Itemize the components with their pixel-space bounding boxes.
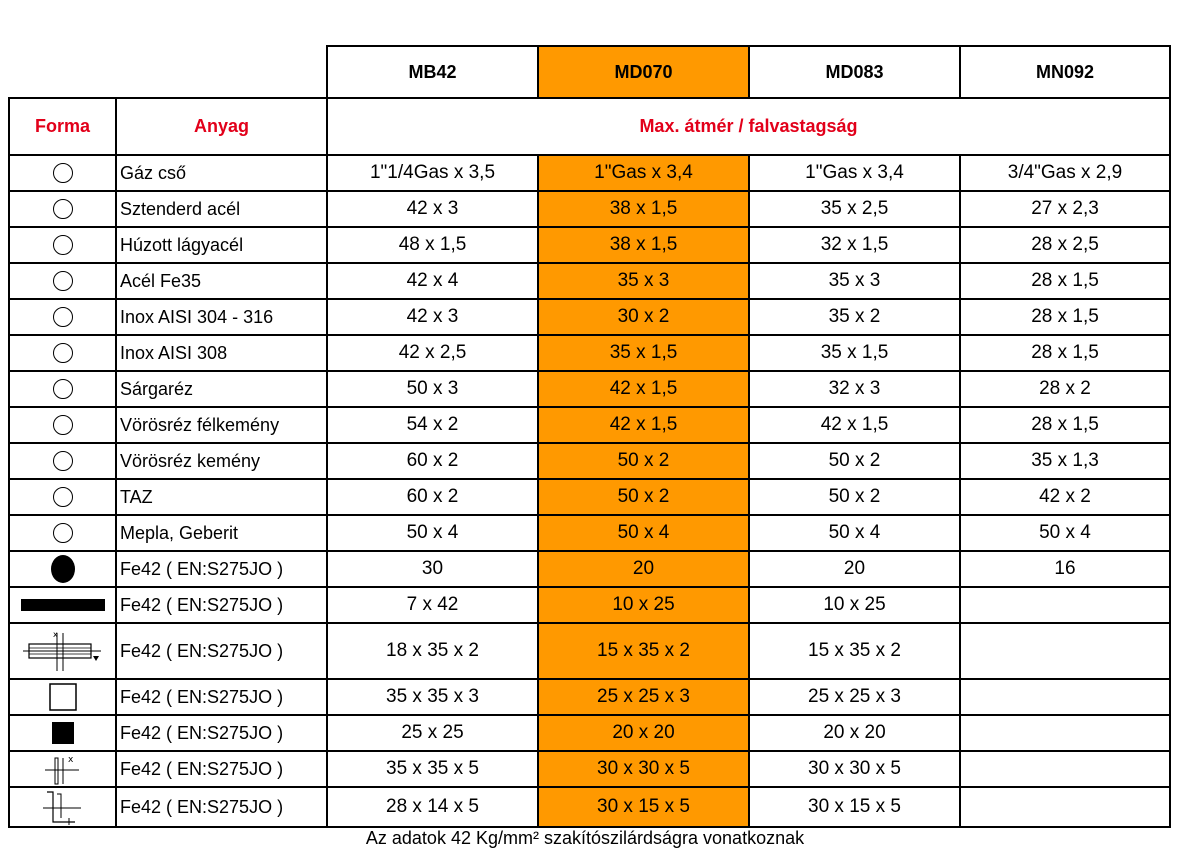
- value-cell-md083: 50 x 4: [749, 515, 960, 551]
- model-header-row: [9, 46, 1170, 98]
- footer-note: [0, 828, 1184, 849]
- flat-bar-icon: [10, 597, 115, 613]
- circle-outline-icon: [10, 343, 115, 363]
- material-cell: Húzott lágyacél: [116, 227, 327, 263]
- value-cell-mn092: [960, 679, 1170, 715]
- circle-outline-icon: [10, 523, 115, 543]
- value-cell-mb42: 42 x 2,5: [327, 335, 538, 371]
- table-row: [9, 679, 1170, 715]
- shape-cell: [9, 227, 116, 263]
- footer-text: Az adatok 42 Kg/mm² szakítószilárdságra vonatkoznak: [365, 828, 805, 848]
- value-cell-mb42: 1"1/4Gas x 3,5: [327, 155, 538, 191]
- value-cell-mb42: 54 x 2: [327, 407, 538, 443]
- material-cell: Fe42 ( EN:S275JO ): [116, 715, 327, 751]
- value-cell-mb42: 60 x 2: [327, 443, 538, 479]
- shape-cell: [9, 299, 116, 335]
- shape-cell: [9, 679, 116, 715]
- value-cell-md083: 20 x 20: [749, 715, 960, 751]
- value-cell-md083: 50 x 2: [749, 479, 960, 515]
- value-cell-md070: 50 x 2: [538, 443, 749, 479]
- value-cell-mb42: 25 x 25: [327, 715, 538, 751]
- capacity-table: [8, 45, 1171, 828]
- value-cell-md070: 30 x 2: [538, 299, 749, 335]
- value-cell-md070: 50 x 4: [538, 515, 749, 551]
- material-cell: Gáz cső: [116, 155, 327, 191]
- value-cell-md083: 32 x 1,5: [749, 227, 960, 263]
- shape-cell: [9, 335, 116, 371]
- table-row: [9, 587, 1170, 623]
- forma-header: Forma: [9, 98, 116, 155]
- shape-cell: [9, 751, 116, 787]
- value-cell-mb42: 28 x 14 x 5: [327, 787, 538, 827]
- table-row: [9, 715, 1170, 751]
- value-cell-md070: 20 x 20: [538, 715, 749, 751]
- column-header-row: [9, 98, 1170, 155]
- table-row: [9, 191, 1170, 227]
- table-row: [9, 371, 1170, 407]
- circle-outline-icon: [10, 451, 115, 471]
- material-cell: Fe42 ( EN:S275JO ): [116, 787, 327, 827]
- circle-outline-icon: [10, 235, 115, 255]
- value-cell-mn092: [960, 751, 1170, 787]
- table-row: [9, 751, 1170, 787]
- svg-text:x: x: [52, 630, 58, 639]
- value-cell-mn092: 28 x 1,5: [960, 407, 1170, 443]
- value-cell-mn092: 28 x 1,5: [960, 263, 1170, 299]
- value-cell-mn092: 42 x 2: [960, 479, 1170, 515]
- value-cell-md070: 20: [538, 551, 749, 587]
- value-cell-md070: 30 x 30 x 5: [538, 751, 749, 787]
- material-cell: Inox AISI 308: [116, 335, 327, 371]
- table-row: [9, 515, 1170, 551]
- shape-cell: [9, 587, 116, 623]
- value-cell-mb42: 42 x 4: [327, 263, 538, 299]
- value-cell-mb42: 50 x 4: [327, 515, 538, 551]
- value-cell-md070: 35 x 1,5: [538, 335, 749, 371]
- circle-outline-icon: [10, 487, 115, 507]
- shape-cell: [9, 551, 116, 587]
- shape-cell: [9, 787, 116, 827]
- value-cell-md083: 50 x 2: [749, 443, 960, 479]
- value-cell-mn092: [960, 587, 1170, 623]
- table-row: [9, 407, 1170, 443]
- value-cell-md083: 10 x 25: [749, 587, 960, 623]
- value-cell-md083: 30 x 15 x 5: [749, 787, 960, 827]
- value-cell-md070: 35 x 3: [538, 263, 749, 299]
- value-cell-mn092: [960, 715, 1170, 751]
- square-tube-icon: [10, 682, 115, 712]
- value-cell-md083: 15 x 35 x 2: [749, 623, 960, 679]
- value-cell-md083: 1"Gas x 3,4: [749, 155, 960, 191]
- shape-cell: [9, 371, 116, 407]
- material-cell: TAZ: [116, 479, 327, 515]
- shape-cell: [9, 623, 116, 679]
- value-cell-md083: 32 x 3: [749, 371, 960, 407]
- value-cell-md083: 30 x 30 x 5: [749, 751, 960, 787]
- rectangular-tube-icon: [10, 629, 115, 673]
- value-cell-mn092: [960, 623, 1170, 679]
- material-cell: Vörösréz félkemény: [116, 407, 327, 443]
- value-cell-md083: 20: [749, 551, 960, 587]
- value-cell-mn092: 28 x 2,5: [960, 227, 1170, 263]
- material-cell: Sárgaréz: [116, 371, 327, 407]
- value-cell-md083: 35 x 1,5: [749, 335, 960, 371]
- svg-text:x: x: [67, 755, 73, 765]
- shape-cell: [9, 479, 116, 515]
- value-cell-mb42: 50 x 3: [327, 371, 538, 407]
- material-cell: Inox AISI 304 - 316: [116, 299, 327, 335]
- material-cell: Fe42 ( EN:S275JO ): [116, 551, 327, 587]
- table-row: [9, 227, 1170, 263]
- solid-square-bar-icon: [10, 720, 115, 746]
- table-row: [9, 155, 1170, 191]
- value-cell-md083: 25 x 25 x 3: [749, 679, 960, 715]
- table-row: [9, 787, 1170, 827]
- shape-cell: [9, 155, 116, 191]
- value-cell-md070: 38 x 1,5: [538, 191, 749, 227]
- material-cell: Sztenderd acél: [116, 191, 327, 227]
- value-cell-mb42: 18 x 35 x 2: [327, 623, 538, 679]
- value-cell-mb42: 30: [327, 551, 538, 587]
- value-cell-mb42: 42 x 3: [327, 191, 538, 227]
- table-row: [9, 335, 1170, 371]
- model-md083: MD083: [749, 46, 960, 98]
- value-cell-mn092: 28 x 1,5: [960, 299, 1170, 335]
- shape-cell: [9, 407, 116, 443]
- value-cell-mb42: 48 x 1,5: [327, 227, 538, 263]
- value-cell-md083: 35 x 2: [749, 299, 960, 335]
- circle-outline-icon: [10, 271, 115, 291]
- table-row: [9, 443, 1170, 479]
- shape-cell: [9, 715, 116, 751]
- table-row: [9, 299, 1170, 335]
- value-cell-mb42: 42 x 3: [327, 299, 538, 335]
- value-cell-mn092: [960, 787, 1170, 827]
- value-cell-mn092: 50 x 4: [960, 515, 1170, 551]
- value-cell-mb42: 7 x 42: [327, 587, 538, 623]
- shape-cell: [9, 515, 116, 551]
- anyag-header: Anyag: [116, 98, 327, 155]
- angle-profile-icon: [10, 752, 115, 786]
- value-cell-mn092: 28 x 2: [960, 371, 1170, 407]
- value-cell-mb42: 60 x 2: [327, 479, 538, 515]
- value-cell-md083: 42 x 1,5: [749, 407, 960, 443]
- shape-cell: [9, 443, 116, 479]
- material-cell: Fe42 ( EN:S275JO ): [116, 623, 327, 679]
- table-row: [9, 551, 1170, 587]
- model-mb42: MB42: [327, 46, 538, 98]
- model-mn092: MN092: [960, 46, 1170, 98]
- empty-corner: [9, 46, 327, 98]
- table-row: [9, 623, 1170, 679]
- material-cell: Acél Fe35: [116, 263, 327, 299]
- value-cell-md083: 35 x 3: [749, 263, 960, 299]
- circle-outline-icon: [10, 379, 115, 399]
- value-cell-md070: 10 x 25: [538, 587, 749, 623]
- circle-outline-icon: [10, 415, 115, 435]
- material-cell: Fe42 ( EN:S275JO ): [116, 679, 327, 715]
- table-row: [9, 263, 1170, 299]
- value-cell-mb42: 35 x 35 x 5: [327, 751, 538, 787]
- value-cell-md070: 15 x 35 x 2: [538, 623, 749, 679]
- circle-outline-icon: [10, 163, 115, 183]
- channel-profile-icon: [10, 788, 115, 826]
- shape-cell: [9, 191, 116, 227]
- value-cell-md070: 42 x 1,5: [538, 407, 749, 443]
- table-row: [9, 479, 1170, 515]
- value-cell-mn092: 35 x 1,3: [960, 443, 1170, 479]
- max-diameter-header: Max. átmér / falvastagság: [327, 98, 1170, 155]
- value-cell-mn092: 28 x 1,5: [960, 335, 1170, 371]
- value-cell-mn092: 16: [960, 551, 1170, 587]
- material-cell: Fe42 ( EN:S275JO ): [116, 587, 327, 623]
- value-cell-md070: 30 x 15 x 5: [538, 787, 749, 827]
- solid-round-bar-icon: [10, 554, 115, 584]
- value-cell-md070: 50 x 2: [538, 479, 749, 515]
- material-cell: Mepla, Geberit: [116, 515, 327, 551]
- value-cell-mn092: 3/4"Gas x 2,9: [960, 155, 1170, 191]
- value-cell-mn092: 27 x 2,3: [960, 191, 1170, 227]
- value-cell-mb42: 35 x 35 x 3: [327, 679, 538, 715]
- material-cell: Vörösréz kemény: [116, 443, 327, 479]
- value-cell-md070: 1"Gas x 3,4: [538, 155, 749, 191]
- value-cell-md070: 25 x 25 x 3: [538, 679, 749, 715]
- material-cell: Fe42 ( EN:S275JO ): [116, 751, 327, 787]
- shape-cell: [9, 263, 116, 299]
- value-cell-md083: 35 x 2,5: [749, 191, 960, 227]
- model-md070: MD070: [538, 46, 749, 98]
- value-cell-md070: 42 x 1,5: [538, 371, 749, 407]
- circle-outline-icon: [10, 199, 115, 219]
- value-cell-md070: 38 x 1,5: [538, 227, 749, 263]
- circle-outline-icon: [10, 307, 115, 327]
